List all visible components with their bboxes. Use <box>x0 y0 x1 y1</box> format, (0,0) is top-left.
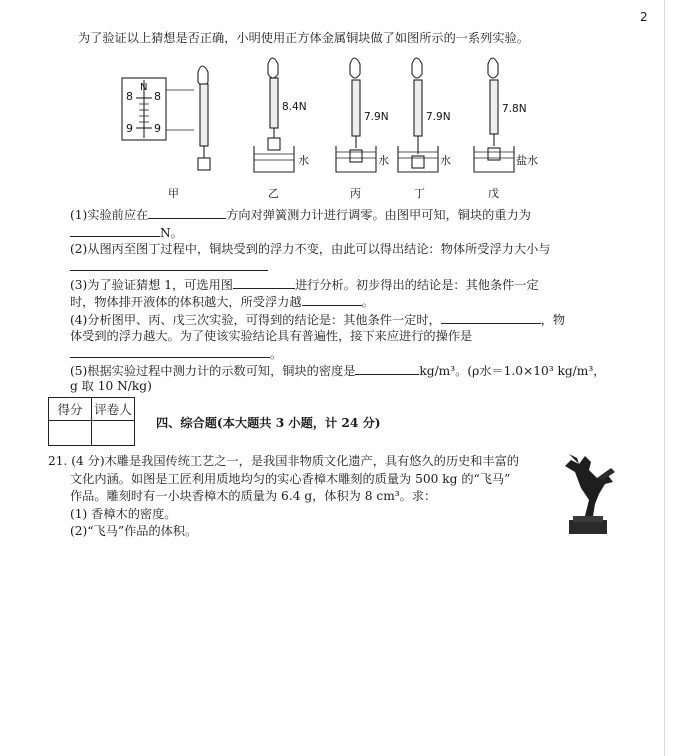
question-1-line-1: (1)实验前应在 方向对弹簧测力计进行调零。由图甲可知，铜块的重力为 <box>70 208 531 222</box>
question-2-line-2 <box>70 258 268 275</box>
question-4-line-1: (4)分析图甲、丙、戊三次实验，可得到的结论是：其他条件一定时， ，物 <box>70 313 566 327</box>
reading-yi: 8.4N <box>282 101 307 113</box>
question-21-line-2: 文化内涵。如图是工匠利用质地均匀的实心香樟木雕刻的质量为 500 kg 的“飞马” <box>70 472 511 486</box>
answer-blank-3b[interactable] <box>302 293 362 306</box>
scale-num-8-right: 8 <box>154 90 161 103</box>
reading-bing: 7.9N <box>364 111 389 123</box>
answer-blank-3a[interactable] <box>233 276 295 289</box>
score-cell[interactable] <box>49 421 92 446</box>
reviewer-header: 评卷人 <box>92 398 135 421</box>
intro-text: 为了验证以上猜想是否正确，小明使用正方体金属铜块做了如图所示的一系列实验。 <box>78 31 529 45</box>
scale-num-9-right: 9 <box>154 122 161 135</box>
answer-blank-5[interactable] <box>355 362 419 375</box>
question-5-line-1: (5)根据实验过程中测力计的示数可知，铜块的密度是 kg/m³。(ρ水＝1.0×10³ kg/m³， <box>70 364 606 378</box>
liquid-label-bing: 水 <box>378 154 389 167</box>
liquid-label-yi: 水 <box>298 154 309 167</box>
question-21-sub-1: (1) 香樟木的密度。 <box>70 507 177 521</box>
grade-table <box>48 397 135 446</box>
scale-num-8-left: 8 <box>126 90 133 103</box>
question-1-line-2: N。 <box>70 224 183 241</box>
question-3-line-1: (3)为了验证猜想 1，可选用图 进行分析。初步得出的结论是：其他条件一定 <box>70 278 539 292</box>
question-5-line-2: g 取 10 N/kg) <box>70 379 152 393</box>
question-21-line-3: 作品。雕刻时有一小块香樟木的质量为 6.4 g，体积为 8 cm³。求： <box>70 489 437 503</box>
spring-scale-wu <box>474 58 514 172</box>
spring-scale-experiment-figure <box>110 50 570 205</box>
question-4-line-2: 体受到的浮力越大。为了使该实验结论具有普遍性，接下来应进行的操作是 <box>70 329 473 343</box>
reading-ding: 7.9N <box>426 111 451 123</box>
flying-horse-carving-image <box>555 448 621 536</box>
fig-label-bing: 丙 <box>350 187 361 200</box>
reading-wu: 7.8N <box>502 103 527 115</box>
answer-blank-1a[interactable] <box>148 206 226 219</box>
answer-blank-1b[interactable] <box>70 224 160 237</box>
page-edge <box>664 0 665 756</box>
question-3-line-2: 时，物体排开液体的体积越大，所受浮力越 。 <box>70 295 374 309</box>
answer-blank-2[interactable] <box>70 258 268 271</box>
fig-label-wu: 戊 <box>488 187 499 200</box>
section-title: 四、综合题(本大题共 3 小题，计 24 分) <box>156 416 381 430</box>
spring-scale-yi <box>254 58 294 172</box>
question-2-line-1: (2)从图丙至图丁过程中，铜块受到的浮力不变，由此可以得出结论：物体所受浮力大小与 <box>70 242 551 256</box>
page-number: 2 <box>640 10 648 24</box>
liquid-label-ding: 水 <box>440 154 451 167</box>
fig-label-jia: 甲 <box>168 187 179 200</box>
question-21-sub-2: (2)“飞马”作品的体积。 <box>70 524 198 538</box>
reviewer-cell[interactable] <box>92 421 135 446</box>
spring-scale-jia <box>198 66 210 170</box>
scale-unit-n: N <box>140 82 148 93</box>
question-4-line-3: 。 <box>70 345 282 362</box>
fig-label-yi: 乙 <box>268 187 279 200</box>
answer-blank-4b[interactable] <box>70 345 270 358</box>
answer-blank-4a[interactable] <box>441 311 541 324</box>
score-header: 得分 <box>49 398 92 421</box>
question-21-line-1: 21. (4 分)木雕是我国传统工艺之一，是我国非物质文化遗产，具有悠久的历史和丰富的 <box>48 454 519 468</box>
liquid-label-wu: 盐水 <box>516 154 538 167</box>
scale-num-9-left: 9 <box>126 122 133 135</box>
fig-label-ding: 丁 <box>414 187 425 200</box>
